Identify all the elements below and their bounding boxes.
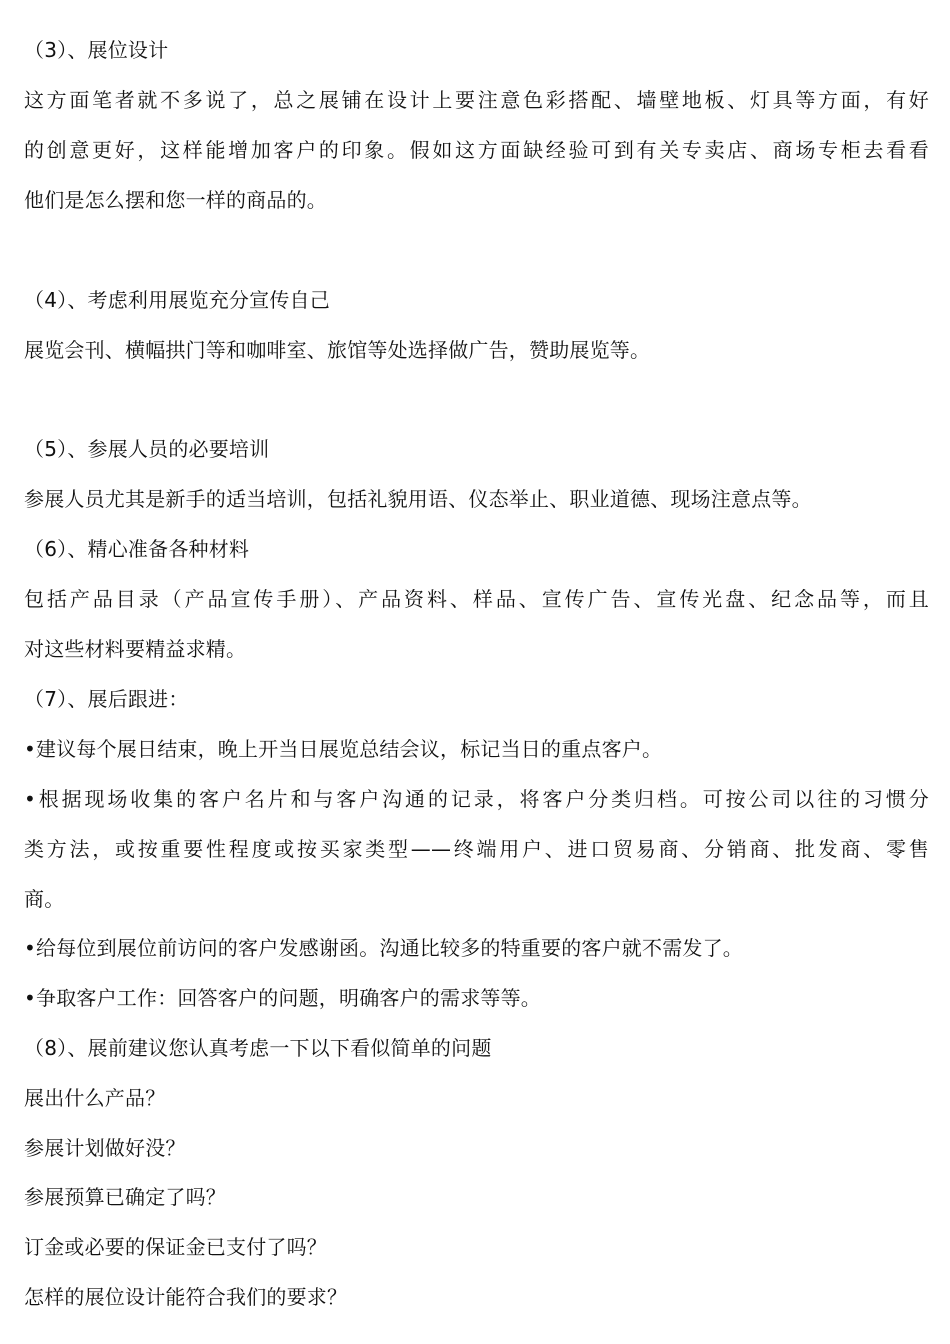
question-item: 怎样的展位设计能符合我们的要求？ bbox=[24, 1285, 348, 1309]
heading-booth-design: （3）、展位设计 bbox=[24, 38, 169, 62]
heading-materials: （6）、精心准备各种材料 bbox=[24, 537, 250, 561]
heading-follow-up: （7）、展后跟进： bbox=[24, 687, 189, 711]
paragraph-line: 的创意更好，这样能增加客户的印象。假如这方面缺经验可到有关专卖店、商场专柜去看看 bbox=[24, 138, 929, 162]
paragraph-line: 类方法，或按重要性程度或按买家类型——终端用户、进口贸易商、分销商、批发商、零售 bbox=[24, 837, 929, 861]
heading-promotion: （4）、考虑利用展览充分宣传自己 bbox=[24, 288, 330, 312]
bullet-item: •给每位到展位前访问的客户发感谢函。沟通比较多的特重要的客户就不需发了。 bbox=[24, 936, 743, 960]
paragraph-line: 参展人员尤其是新手的适当培训，包括礼貌用语、仪态举止、职业道德、现场注意点等。 bbox=[24, 487, 812, 511]
bullet-item: •争取客户工作：回答客户的问题，明确客户的需求等等。 bbox=[24, 986, 541, 1010]
question-item: 参展预算已确定了吗？ bbox=[24, 1185, 226, 1209]
paragraph-line: 商。 bbox=[24, 887, 65, 911]
paragraph-line: 展览会刊、横幅拱门等和咖啡室、旅馆等处选择做广告，赞助展览等。 bbox=[24, 338, 651, 362]
question-item: 展出什么产品？ bbox=[24, 1086, 166, 1110]
paragraph-line: 对这些材料要精益求精。 bbox=[24, 637, 247, 661]
question-item: 订金或必要的保证金已支付了吗？ bbox=[24, 1235, 327, 1259]
bullet-item: •建议每个展日结束，晚上开当日展览总结会议，标记当日的重点客户。 bbox=[24, 737, 663, 761]
paragraph-line: 他们是怎么摆和您一样的商品的。 bbox=[24, 188, 327, 212]
paragraph-line: 包括产品目录（产品宣传手册）、产品资料、样品、宣传广告、宣传光盘、纪念品等，而且 bbox=[24, 587, 929, 611]
question-item: 参展计划做好没？ bbox=[24, 1136, 186, 1160]
paragraph-line: 这方面笔者就不多说了，总之展铺在设计上要注意色彩搭配、墙壁地板、灯具等方面，有好 bbox=[24, 88, 929, 112]
heading-training: （5）、参展人员的必要培训 bbox=[24, 437, 270, 461]
heading-pre-show-questions: （8）、展前建议您认真考虑一下以下看似简单的问题 bbox=[24, 1036, 492, 1060]
bullet-item: •根据现场收集的客户名片和与客户沟通的记录，将客户分类归档。可按公司以往的习惯分 bbox=[24, 787, 929, 811]
